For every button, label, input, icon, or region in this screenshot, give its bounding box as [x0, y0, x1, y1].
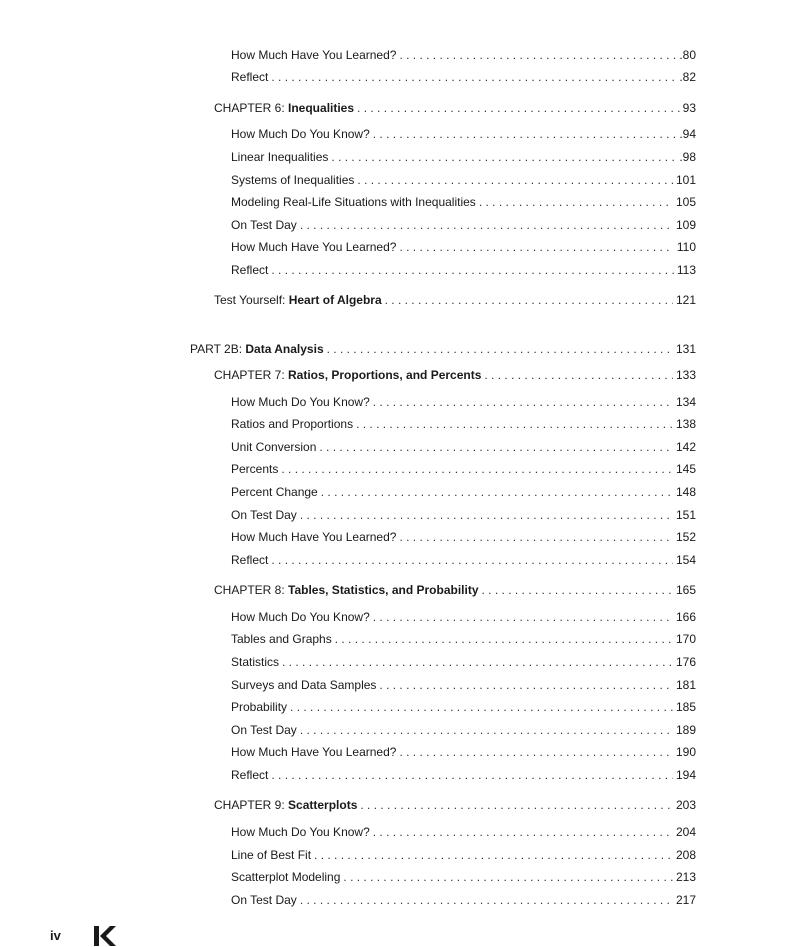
toc-entry-title: Probability — [231, 700, 288, 714]
toc-entry[interactable] — [231, 172, 696, 188]
toc-entry-title: On Test Day — [231, 218, 297, 232]
dot-leader — [356, 416, 673, 432]
toc-entry[interactable] — [231, 631, 696, 647]
toc-entry-title: Reflect — [231, 768, 269, 782]
chapter-prefix: CHAPTER 8: — [214, 583, 289, 597]
toc-entry[interactable] — [231, 744, 696, 760]
dot-leader — [300, 507, 673, 523]
toc-entry-title: Reflect — [231, 553, 269, 567]
toc-entry[interactable] — [231, 262, 696, 278]
dot-leader — [482, 582, 673, 598]
chapter-title: Inequalities — [288, 101, 355, 115]
toc-entry-page: 165 — [675, 583, 696, 597]
toc-entry-page: 154 — [675, 553, 696, 567]
dot-leader — [399, 744, 673, 760]
toc-entry-page: 133 — [675, 368, 696, 382]
toc-entry-title: Scatterplot Modeling — [231, 870, 341, 884]
toc-entry[interactable] — [231, 484, 696, 500]
dot-leader — [300, 217, 673, 233]
dot-leader — [357, 100, 680, 116]
toc-entry-page: 213 — [675, 870, 696, 884]
toc-part-2b[interactable] — [190, 341, 696, 357]
toc-entry[interactable] — [231, 439, 696, 455]
dot-leader — [360, 797, 673, 813]
toc-entry-title — [214, 797, 357, 813]
toc-entry-title: Reflect — [231, 263, 269, 277]
toc-entry[interactable] — [231, 529, 696, 545]
toc-entry-title: Ratios and Proportions — [231, 417, 354, 431]
dot-leader — [271, 552, 673, 568]
toc-test-yourself[interactable] — [214, 292, 696, 308]
toc-entry-page: .82 — [679, 70, 696, 84]
toc-chapter-8[interactable] — [214, 582, 696, 598]
dot-leader — [314, 847, 673, 863]
dot-leader — [373, 824, 673, 840]
toc-entry-page: .98 — [679, 150, 696, 164]
toc-entry[interactable] — [231, 677, 696, 693]
dot-leader — [373, 609, 673, 625]
toc-entry-page: 113 — [676, 263, 696, 277]
dot-leader — [479, 194, 673, 210]
dot-leader — [385, 292, 673, 308]
toc-entry-page: 151 — [675, 508, 696, 522]
toc-entry-title: Unit Conversion — [231, 440, 317, 454]
toc-entry-page: 110 — [676, 240, 696, 254]
toc-entry-page: 208 — [675, 848, 696, 862]
toc-entry-title: Surveys and Data Samples — [231, 678, 377, 692]
dot-leader — [319, 439, 673, 455]
toc-entry-title: On Test Day — [231, 723, 297, 737]
toc-entry-page: 217 — [675, 893, 696, 907]
toc-entry[interactable] — [231, 239, 696, 255]
toc-entry-title: How Much Have You Learned? — [231, 48, 397, 62]
dot-leader — [281, 461, 673, 477]
toc-entry-page: 203 — [675, 798, 696, 812]
chapter-title: Scatterplots — [288, 798, 358, 812]
toc-entry-title: Linear Inequalities — [231, 150, 329, 164]
toc-entry-page: 121 — [675, 293, 696, 307]
chapter-prefix: CHAPTER 7: — [214, 368, 289, 382]
dot-leader — [282, 654, 673, 670]
toc-entry-title — [214, 100, 354, 116]
test-prefix: Test Yourself: — [214, 293, 289, 307]
toc-entry-page: 138 — [675, 417, 696, 431]
dot-leader — [373, 394, 673, 410]
toc-entry-title: How Much Do You Know? — [231, 610, 370, 624]
chapter-title: Ratios, Proportions, and Percents — [288, 368, 482, 382]
toc-entry[interactable] — [231, 552, 696, 568]
toc-entry[interactable] — [231, 194, 696, 210]
dot-leader — [290, 699, 673, 715]
dot-leader — [271, 69, 676, 85]
dot-leader — [300, 722, 673, 738]
toc-entry-title: Modeling Real-Life Situations with Inequalities — [231, 195, 476, 209]
dot-leader — [271, 262, 674, 278]
toc-entry[interactable] — [231, 609, 696, 625]
dot-leader — [399, 239, 673, 255]
toc-entry[interactable] — [231, 654, 696, 670]
toc-entry-page: 185 — [675, 700, 696, 714]
dot-leader — [484, 367, 673, 383]
toc-entry-page: 145 — [675, 462, 696, 476]
dot-leader — [271, 767, 673, 783]
toc-entry-title: On Test Day — [231, 508, 297, 522]
kaplan-k-logo-icon — [93, 925, 117, 947]
toc-entry-page: 190 — [675, 745, 696, 759]
toc-entry-page: 194 — [675, 768, 696, 782]
toc-entry-title: How Much Have You Learned? — [231, 240, 397, 254]
toc-entry-page: 109 — [675, 218, 696, 232]
toc-entry-page: 148 — [675, 485, 696, 499]
dot-leader — [327, 341, 673, 357]
dot-leader — [343, 869, 673, 885]
toc-entry-page: 189 — [675, 723, 696, 737]
toc-entry[interactable] — [231, 126, 696, 142]
toc-chapter-9[interactable] — [214, 797, 696, 813]
toc-chapter-7[interactable] — [214, 367, 696, 383]
dot-leader — [357, 172, 673, 188]
toc-entry-page: 93 — [682, 101, 696, 115]
chapter-title: Tables, Statistics, and Probability — [288, 583, 479, 597]
test-title: Heart of Algebra — [288, 293, 382, 307]
dot-leader — [300, 892, 673, 908]
toc-entry-title: Statistics — [231, 655, 280, 669]
toc-entry-title — [214, 292, 382, 308]
toc-entry-title: How Much Have You Learned? — [231, 745, 397, 759]
dot-leader — [373, 126, 677, 142]
toc-entry-title: On Test Day — [231, 893, 297, 907]
toc-entry-page: .80 — [679, 48, 696, 62]
dot-leader — [331, 149, 676, 165]
toc-entry-title — [190, 341, 324, 357]
toc-entry[interactable] — [231, 507, 696, 523]
toc-entry-title: Tables and Graphs — [231, 632, 332, 646]
toc-entry-title: Systems of Inequalities — [231, 173, 355, 187]
toc-entry[interactable] — [231, 892, 696, 908]
dot-leader — [379, 677, 673, 693]
part-prefix: PART 2B: — [190, 342, 246, 356]
toc-entry-title — [214, 367, 481, 383]
toc-entry-title: How Much Have You Learned? — [231, 530, 397, 544]
part-title: Data Analysis — [245, 342, 324, 356]
toc-entry-page: 105 — [675, 195, 696, 209]
toc-entry-title: How Much Do You Know? — [231, 395, 370, 409]
toc-entry[interactable] — [231, 69, 696, 85]
toc-entry[interactable] — [231, 767, 696, 783]
toc-entry[interactable] — [231, 394, 696, 410]
toc-entry-title: How Much Do You Know? — [231, 127, 370, 141]
toc-entry-title: Reflect — [231, 70, 269, 84]
toc-entry-page: 176 — [675, 655, 696, 669]
toc-entry[interactable] — [231, 847, 696, 863]
toc-entry-title: Percents — [231, 462, 279, 476]
toc-entry-page: 101 — [675, 173, 696, 187]
toc-entry-page: 181 — [675, 678, 696, 692]
toc-entry[interactable] — [231, 699, 696, 715]
toc-entry-title — [214, 582, 479, 598]
toc-entry-page: .94 — [679, 127, 696, 141]
chapter-prefix: CHAPTER 6: — [214, 101, 289, 115]
toc-entry-title: Percent Change — [231, 485, 318, 499]
toc-entry[interactable] — [231, 149, 696, 165]
toc-entry-page: 166 — [675, 610, 696, 624]
toc-entry-title: How Much Do You Know? — [231, 825, 370, 839]
toc-entry-title: Line of Best Fit — [231, 848, 312, 862]
dot-leader — [399, 529, 673, 545]
toc-entry-page: 152 — [675, 530, 696, 544]
toc-entry[interactable] — [231, 722, 696, 738]
toc-entry[interactable] — [231, 416, 696, 432]
toc-entry[interactable] — [231, 869, 696, 885]
toc-entry-page: 204 — [675, 825, 696, 839]
toc-entry[interactable] — [231, 461, 696, 477]
toc-entry-page: 131 — [675, 342, 696, 356]
toc-entry-page: 142 — [675, 440, 696, 454]
dot-leader — [335, 631, 673, 647]
page-number: iv — [50, 928, 61, 943]
toc-entry[interactable] — [231, 824, 696, 840]
dot-leader — [399, 47, 676, 63]
toc-entry[interactable] — [231, 217, 696, 233]
chapter-prefix: CHAPTER 9: — [214, 798, 289, 812]
toc-entry[interactable] — [231, 47, 696, 63]
toc-chapter-6[interactable] — [214, 100, 696, 116]
dot-leader — [321, 484, 673, 500]
toc-entry-page: 170 — [675, 632, 696, 646]
toc-entry-page: 134 — [675, 395, 696, 409]
